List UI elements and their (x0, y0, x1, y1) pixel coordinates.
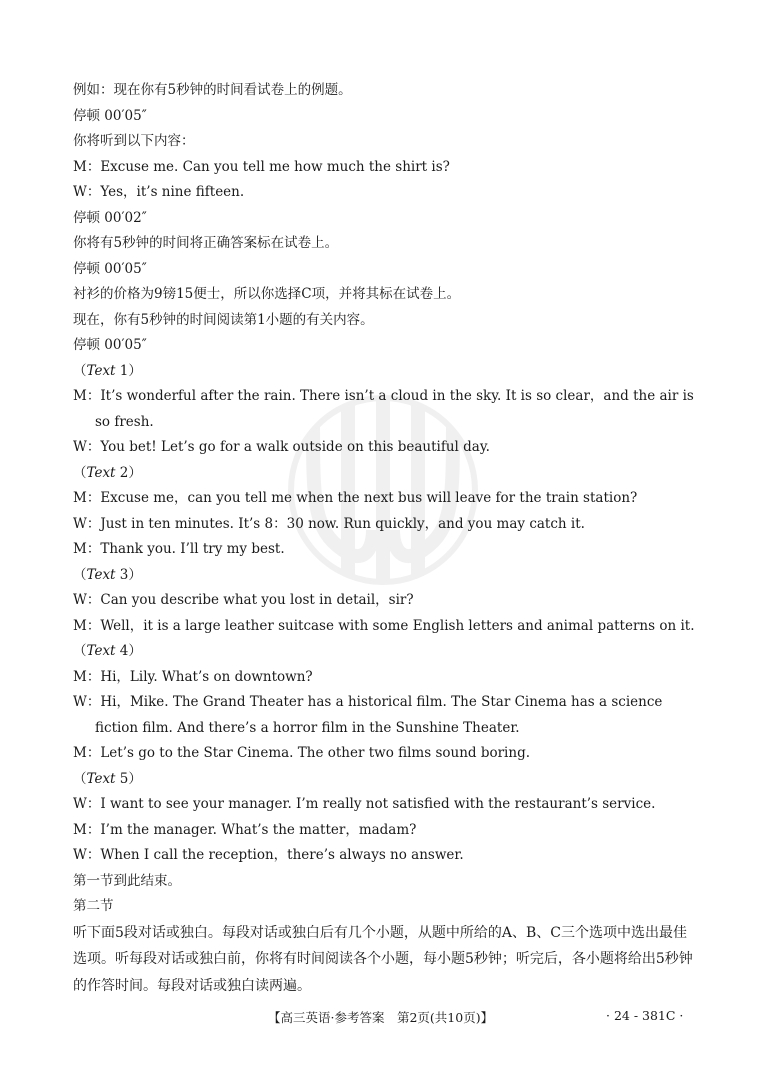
dialogue-line: W：You bet! Let’s go for a walk outside on this beautiful day. (73, 439, 490, 455)
dialogue-line: W：Can you describe what you lost in detail，sir? (73, 592, 414, 608)
dialogue-line: M：Thank you. I’ll try my best. (73, 541, 285, 557)
instructions-paragraph: 听下面5段对话或独白。每段对话或独白后有几个小题，从题中所给的A、B、C三个选项中选出最佳选项。听每段对话或独白前，你将有时间阅读各个小题，每小题5秒钟；听完后，各小题将给出5秒钟的作答时间。每段对话或独白读两遍。 (73, 924, 693, 994)
text-line: M：Excuse me. Can you tell me how much the shirt is? (73, 158, 450, 175)
text-line: 你将听到以下内容： (73, 133, 195, 149)
text-line: 例如：现在你有5秒钟的时间看试卷上的例题。 (73, 82, 352, 98)
text-line: W：Yes，it’s nine fifteen. (73, 184, 245, 200)
text-line: 衬衫的价格为9镑15便士，所以你选择C项，并将其标在试卷上。 (73, 286, 461, 302)
dialogue-line: W：When I call the reception，there’s always no answer. (73, 847, 464, 863)
dialogue-line: M：It’s wonderful after the rain. There isn’t a cloud in the sky. It is so clear，and the air is so fresh. (73, 388, 694, 430)
footer-page-info: 【高三英语·参考答案 第2页(共10页)】 (268, 1010, 494, 1025)
text-line: 停顿 00′02″ (73, 209, 147, 226)
text-section-heading: （Text 3） (73, 566, 142, 583)
dialogue-line: M：Hi，Lily. What’s on downtown? (73, 668, 313, 685)
text-line: 停顿 00′05″ (73, 107, 147, 124)
dialogue-line: W：Just in ten minutes. It’s 8：30 now. Run quickly，and you may catch it. (73, 515, 585, 532)
dialogue-line: W：Hi，Mike. The Grand Theater has a historical film. The Star Cinema has a science fiction film. And there’s a horror film in the Sunshine Theater. (73, 694, 663, 736)
dialogue-line: M：I’m the manager. What’s the matter，madam? (73, 821, 417, 838)
section-heading: 第二节 (73, 898, 114, 914)
text-line: 停顿 00′05″ (73, 337, 147, 353)
text-line: 现在，你有5秒钟的时间阅读第1小题的有关内容。 (73, 311, 374, 328)
text-section-heading: （Text 4） (73, 643, 142, 659)
dialogue-line: W：I want to see your manager. I’m really not satisfied with the restaurant’s service. (73, 796, 656, 812)
dialogue-line: M：Well，it is a large leather suitcase with some English letters and animal patterns on it. (73, 617, 695, 634)
dialogue-line: M：Let’s go to the Star Cinema. The other two films sound boring. (73, 745, 530, 761)
dialogue-line: M：Excuse me，can you tell me when the next bus will leave for the train station? (73, 490, 638, 506)
page-footer (0, 1008, 764, 1028)
text-line: 你将有5秒钟的时间将正确答案标在试卷上。 (73, 235, 339, 251)
footer-code: · 24 - 381C · (606, 1008, 684, 1023)
text-line: 停顿 00′05″ (73, 260, 147, 277)
document-body (73, 78, 695, 999)
text-section-heading: （Text 5） (73, 770, 142, 787)
text-line: 第一节到此结束。 (73, 872, 181, 889)
text-section-heading: （Text 2） (73, 464, 142, 481)
text-section-heading: （Text 1） (73, 362, 142, 379)
